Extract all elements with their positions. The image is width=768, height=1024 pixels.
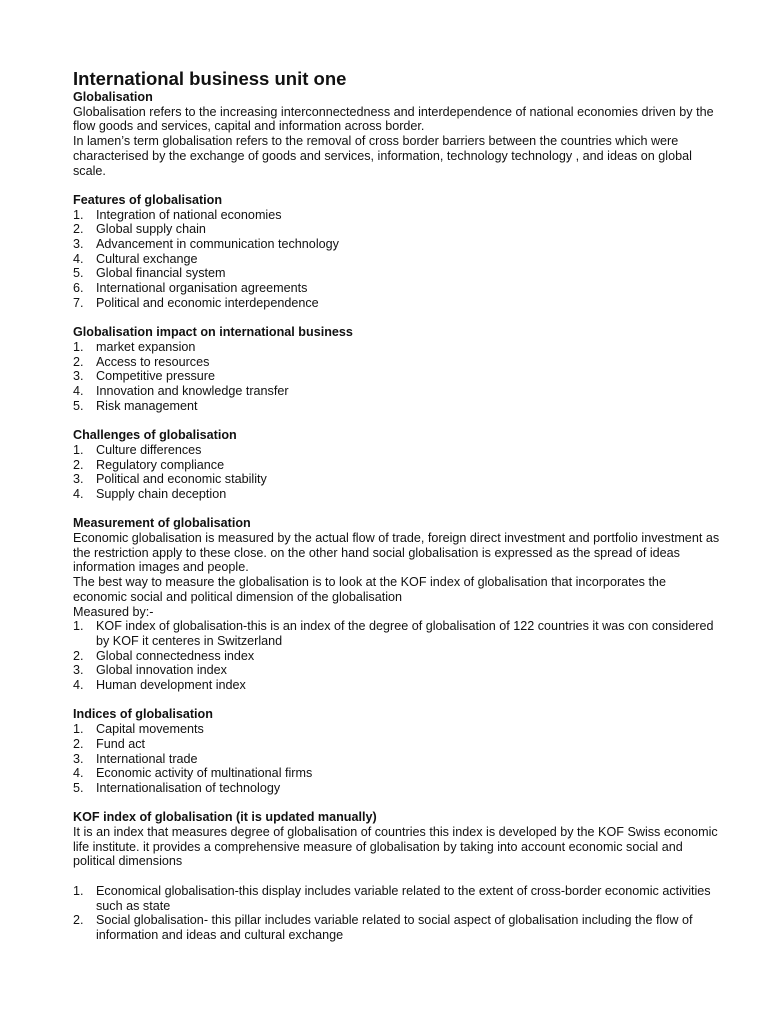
list-item-number: 1. bbox=[73, 207, 84, 222]
list-item-text: Advancement in communication technology bbox=[96, 237, 339, 252]
list-item bbox=[73, 355, 723, 370]
list-item-text: International organisation agreements bbox=[96, 281, 308, 296]
list-item-number: 4. bbox=[73, 486, 84, 501]
section-paragraph: The best way to measure the globalisation is to look at the KOF index of globalisation that incorporates the economic social and political dimension of the globalisation bbox=[73, 575, 666, 604]
list-item-text: Human development index bbox=[96, 678, 246, 693]
list-item-number: 5. bbox=[73, 266, 84, 281]
numbered-list bbox=[73, 340, 723, 414]
list-item-number: 1. bbox=[73, 619, 84, 634]
document-section bbox=[73, 796, 723, 943]
section-heading: Features of globalisation bbox=[73, 192, 223, 207]
list-item-number: 3. bbox=[73, 472, 84, 487]
section-heading: Indices of globalisation bbox=[73, 707, 213, 722]
section-heading: Globalisation bbox=[73, 90, 153, 104]
list-item-text: Risk management bbox=[96, 398, 198, 413]
list-item bbox=[73, 340, 723, 355]
list-item-text: Capital movements bbox=[96, 722, 204, 737]
section-heading: KOF index of globalisation (it is updated manually) bbox=[73, 810, 377, 825]
list-item-text: Economic activity of multinational firms bbox=[96, 766, 313, 781]
section-spacer bbox=[73, 178, 723, 193]
list-item bbox=[73, 781, 723, 796]
list-item-text: Internationalisation of technology bbox=[96, 780, 281, 795]
list-item-number: 7. bbox=[73, 295, 84, 310]
list-item bbox=[73, 369, 723, 384]
list-item bbox=[73, 487, 723, 502]
list-item-number: 2. bbox=[73, 736, 84, 751]
list-item bbox=[73, 472, 723, 487]
list-item-number: 2. bbox=[73, 648, 84, 663]
list-item-text: Culture differences bbox=[96, 442, 202, 457]
list-item bbox=[73, 281, 723, 296]
document-section bbox=[73, 178, 723, 310]
document-title: International business unit one bbox=[73, 68, 347, 89]
section-spacer bbox=[73, 413, 723, 428]
list-item bbox=[73, 399, 723, 414]
list-item-number: 5. bbox=[73, 398, 84, 413]
list-item-number: 1. bbox=[73, 442, 84, 457]
list-item-number: 3. bbox=[73, 369, 84, 384]
list-item bbox=[73, 737, 723, 752]
list-item bbox=[73, 619, 723, 648]
list-item-number: 2. bbox=[73, 354, 84, 369]
list-item-number: 4. bbox=[73, 384, 84, 399]
list-item-text: market expansion bbox=[96, 339, 196, 354]
list-item bbox=[73, 458, 723, 473]
numbered-list bbox=[73, 443, 723, 502]
list-item-number: 2. bbox=[73, 913, 84, 928]
numbered-list bbox=[73, 208, 723, 311]
list-item bbox=[73, 678, 723, 693]
list-item bbox=[73, 766, 723, 781]
list-item-number: 4. bbox=[73, 766, 84, 781]
numbered-list bbox=[73, 722, 723, 796]
list-item-text: Regulatory compliance bbox=[96, 457, 225, 472]
list-item bbox=[73, 443, 723, 458]
list-item-text: KOF index of globalisation-this is an index of the degree of globalisation of 122 countries it was con considered by KOF it centeres in Switzerland bbox=[96, 619, 714, 648]
list-item-number: 3. bbox=[73, 237, 84, 252]
list-item-number: 4. bbox=[73, 251, 84, 266]
section-spacer bbox=[73, 311, 723, 326]
document-section bbox=[73, 502, 723, 693]
section-paragraph: It is an index that measures degree of globalisation of countries this index is developed by the KOF Swiss economic life institute. it provides a comprehensive measure of globalisation by taking into account economic social and political dimensions bbox=[73, 825, 718, 869]
document-section bbox=[73, 693, 723, 796]
list-item bbox=[73, 384, 723, 399]
list-item-number: 2. bbox=[73, 457, 84, 472]
list-item-text: Fund act bbox=[96, 736, 146, 751]
list-item-text: Political and economic interdependence bbox=[96, 295, 319, 310]
list-item bbox=[73, 237, 723, 252]
list-item-text: Cultural exchange bbox=[96, 251, 198, 266]
list-item-number: 5. bbox=[73, 780, 84, 795]
section-spacer bbox=[73, 796, 723, 811]
list-item bbox=[73, 252, 723, 267]
list-item bbox=[73, 884, 723, 913]
numbered-list bbox=[73, 884, 723, 943]
list-item bbox=[73, 649, 723, 664]
list-item-text: Integration of national economies bbox=[96, 207, 282, 222]
list-item-number: 2. bbox=[73, 222, 84, 237]
list-item bbox=[73, 222, 723, 237]
list-item-text: Innovation and knowledge transfer bbox=[96, 384, 289, 399]
numbered-list bbox=[73, 619, 723, 693]
section-paragraph: Measured by:- bbox=[73, 604, 154, 619]
list-item-text: Global financial system bbox=[96, 266, 226, 281]
section-spacer bbox=[73, 502, 723, 517]
list-item-number: 3. bbox=[73, 751, 84, 766]
list-item bbox=[73, 266, 723, 281]
section-paragraph: In lamen’s term globalisation refers to the removal of cross border barriers between the countries which were characterised by the exchange of goods and services, information, technology technology , and ideas on global scale. bbox=[73, 134, 692, 178]
list-item-text: Global innovation index bbox=[96, 663, 227, 678]
list-item-text: Political and economic stability bbox=[96, 472, 267, 487]
list-item-number: 4. bbox=[73, 678, 84, 693]
section-heading: Measurement of globalisation bbox=[73, 516, 251, 531]
list-item-text: Access to resources bbox=[96, 354, 210, 369]
list-item-text: Global connectedness index bbox=[96, 648, 255, 663]
list-item-number: 6. bbox=[73, 281, 84, 296]
list-item-text: Social globalisation- this pillar includes variable related to social aspect of globalisation including the flow of information and ideas and cultural exchange bbox=[96, 913, 693, 942]
list-item-number: 3. bbox=[73, 663, 84, 678]
section-heading: Globalisation impact on international business bbox=[73, 325, 353, 340]
list-item bbox=[73, 296, 723, 311]
document-body bbox=[73, 90, 723, 943]
list-item bbox=[73, 722, 723, 737]
list-item bbox=[73, 913, 723, 942]
section-heading: Challenges of globalisation bbox=[73, 428, 237, 443]
list-item-number: 1. bbox=[73, 883, 84, 898]
list-item-number: 1. bbox=[73, 722, 84, 737]
section-spacer bbox=[73, 693, 723, 708]
document-page bbox=[73, 68, 723, 943]
list-item-text: International trade bbox=[96, 751, 198, 766]
list-item-text: Supply chain deception bbox=[96, 486, 227, 501]
list-item bbox=[73, 208, 723, 223]
list-item-text: Global supply chain bbox=[96, 222, 206, 237]
section-paragraph: Globalisation refers to the increasing interconnectedness and interdependence of national economies driven by the flow goods and services, capital and information across border. bbox=[73, 104, 714, 134]
list-item-text: Economical globalisation-this display includes variable related to the extent of cross-border economic activities such as state bbox=[96, 883, 711, 913]
document-section bbox=[73, 90, 723, 178]
document-section bbox=[73, 413, 723, 501]
list-item-text: Competitive pressure bbox=[96, 369, 215, 384]
list-item bbox=[73, 752, 723, 767]
document-section bbox=[73, 311, 723, 414]
paragraph-spacer bbox=[73, 869, 723, 884]
section-paragraph: Economic globalisation is measured by the actual flow of trade, foreign direct investment and portfolio investment as the restriction apply to these close. on the other hand social globalisation is expressed as the spread of ideas information images and people. bbox=[73, 531, 720, 575]
list-item-number: 1. bbox=[73, 339, 84, 354]
list-item bbox=[73, 663, 723, 678]
